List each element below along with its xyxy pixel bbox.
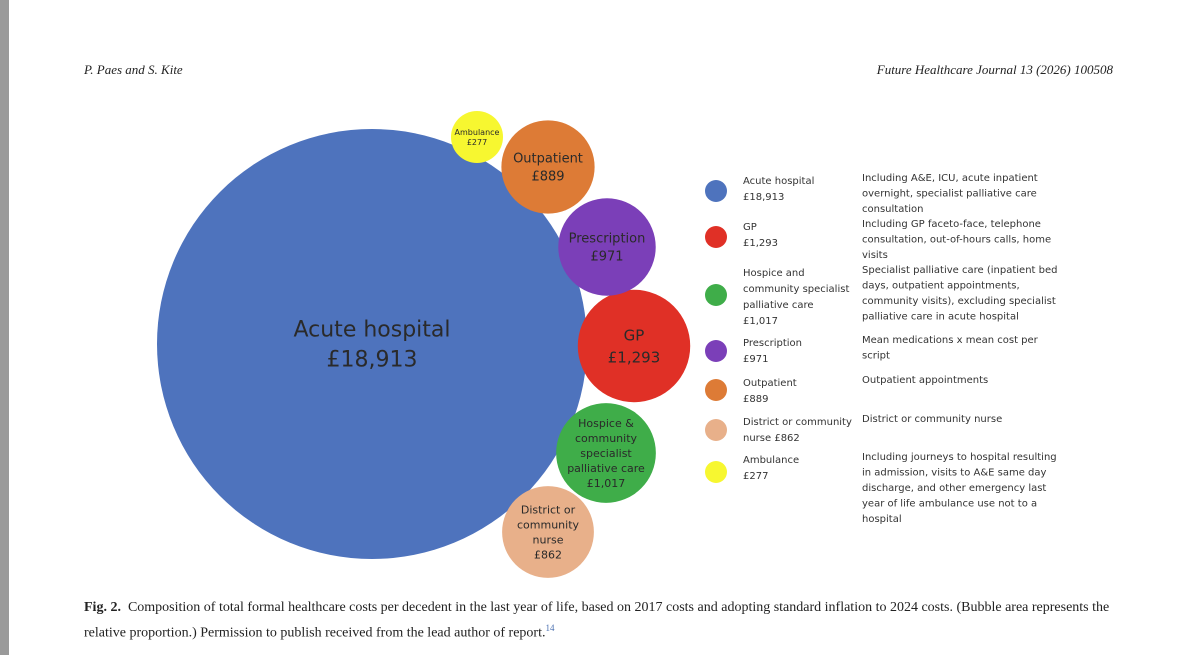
legend-label: District or community (743, 417, 852, 428)
bubble-label-ambulance: Ambulance (454, 127, 500, 137)
legend-label: palliative care (743, 300, 814, 311)
legend-description: community visits), excluding specialist (862, 296, 1056, 307)
legend-label: £1,017 (743, 316, 778, 327)
legend-swatch (705, 226, 727, 248)
bubble-label-outpatient: Outpatient (513, 151, 583, 167)
bubble-label-hospice-and-community-specialist-palliative-care: Hospice & (578, 416, 634, 430)
running-header-authors: P. Paes and S. Kite (84, 62, 183, 77)
figure-caption (84, 598, 1114, 644)
legend-swatch (705, 340, 727, 362)
legend-swatch (705, 461, 727, 483)
bubble-label-gp: GP (623, 326, 645, 345)
bubble-label-district-or-community-nurse: District or (520, 503, 576, 517)
reference-link[interactable]: 14 (545, 623, 555, 633)
bubble-prescription (558, 198, 655, 295)
bubble-label-ambulance: £277 (466, 137, 488, 147)
legend-swatch (705, 180, 727, 202)
legend-description: palliative care in acute hospital (862, 311, 1019, 323)
legend-item-district-or-community-nurse (705, 414, 1002, 444)
legend-item-ambulance (705, 452, 1057, 525)
legend-swatch (705, 379, 727, 401)
legend-description: year of life ambulance use not to a (862, 498, 1038, 510)
legend-description: consultation (862, 204, 924, 215)
bubble-label-hospice-and-community-specialist-palliative-care: specialist (580, 446, 632, 460)
figure-caption-text: Composition of total formal healthcare costs per decedent in the last year of life, based on 2017 costs and adopting standard inflation to 2024 costs. (Bubble area represents the relative proportion.) Permission to publish received from the lead author of report. (84, 600, 1110, 641)
legend-label: Ambulance (743, 455, 800, 466)
bubble-circle-prescription (558, 198, 655, 295)
running-header-journal: Future Healthcare Journal 13 (2026) 100508 (876, 62, 1113, 77)
legend-label: Acute hospital (743, 176, 815, 187)
legend-label: £277 (743, 471, 769, 482)
bubble-outpatient (501, 120, 594, 213)
bubble-label-hospice-and-community-specialist-palliative-care: £1,017 (586, 476, 626, 490)
legend-label: £971 (743, 354, 769, 365)
legend-item-prescription (705, 335, 1039, 365)
legend-item-acute-hospital (705, 173, 1038, 215)
bubble-circle-district-or-community-nurse (502, 486, 594, 578)
legend-description: days, outpatient appointments, (862, 280, 1020, 292)
legend-description: discharge, and other emergency last (862, 483, 1047, 494)
legend-description: Mean medications x mean cost per (862, 335, 1038, 346)
legend-label: £18,913 (743, 192, 785, 203)
bubble-label-outpatient: £889 (531, 169, 565, 185)
bubble-hospice-and-community-specialist-palliative-care (556, 403, 656, 503)
bubble-label-acute-hospital: £18,913 (326, 347, 418, 373)
legend-label: £1,293 (743, 238, 778, 249)
bubble-label-gp: £1,293 (607, 348, 661, 367)
bubble-gp (578, 290, 690, 402)
legend-description: visits (862, 250, 888, 261)
legend-description: Including A&E, ICU, acute inpatient (862, 173, 1038, 184)
legend-label: community specialist (743, 284, 850, 295)
bubble-label-acute-hospital: Acute hospital (293, 317, 451, 343)
bubble-label-hospice-and-community-specialist-palliative-care: palliative care (567, 461, 645, 475)
bubble-district-or-community-nurse (502, 486, 594, 578)
legend-group (705, 173, 1057, 525)
legend-label: Hospice and (743, 268, 805, 279)
legend-description: in admission, visits to A&E same day (862, 467, 1047, 479)
legend-description: overnight, specialist palliative care (862, 188, 1037, 200)
legend-description: Including journeys to hospital resulting (862, 452, 1057, 463)
legend-label: Prescription (743, 338, 802, 349)
legend-swatch (705, 284, 727, 306)
legend-label: £889 (743, 394, 769, 405)
legend-swatch (705, 419, 727, 441)
bubbles-group (157, 111, 690, 578)
bubble-label-prescription: Prescription (568, 231, 646, 247)
bubble-label-district-or-community-nurse: nurse (532, 533, 564, 547)
legend-description: Including GP faceto-face, telephone (862, 219, 1041, 230)
bubble-label-prescription: £971 (590, 249, 624, 265)
legend-description: script (862, 350, 890, 362)
figure-label: Fig. 2. (84, 600, 121, 615)
legend-description: Outpatient appointments (862, 375, 989, 386)
legend-label: GP (743, 222, 757, 233)
legend-label: nurse £862 (743, 433, 800, 444)
legend-item-hospice-and-community-specialist-palliative-care (705, 265, 1057, 327)
legend-description: hospital (862, 514, 902, 525)
legend-description: consultation, out-of-hours calls, home (862, 234, 1052, 246)
bubble-ambulance (451, 111, 503, 163)
bubble-circle-gp (578, 290, 690, 402)
legend-label: Outpatient (743, 378, 797, 389)
legend-item-gp (705, 219, 1051, 261)
legend-description: District or community nurse (862, 414, 1003, 425)
legend-description: Specialist palliative care (inpatient bed (862, 265, 1058, 276)
bubble-label-district-or-community-nurse: community (516, 518, 580, 532)
bubble-label-hospice-and-community-specialist-palliative-care: community (574, 431, 638, 445)
bubble-circle-outpatient (501, 120, 594, 213)
legend-item-outpatient (705, 375, 988, 405)
bubble-label-district-or-community-nurse: £862 (534, 548, 562, 562)
